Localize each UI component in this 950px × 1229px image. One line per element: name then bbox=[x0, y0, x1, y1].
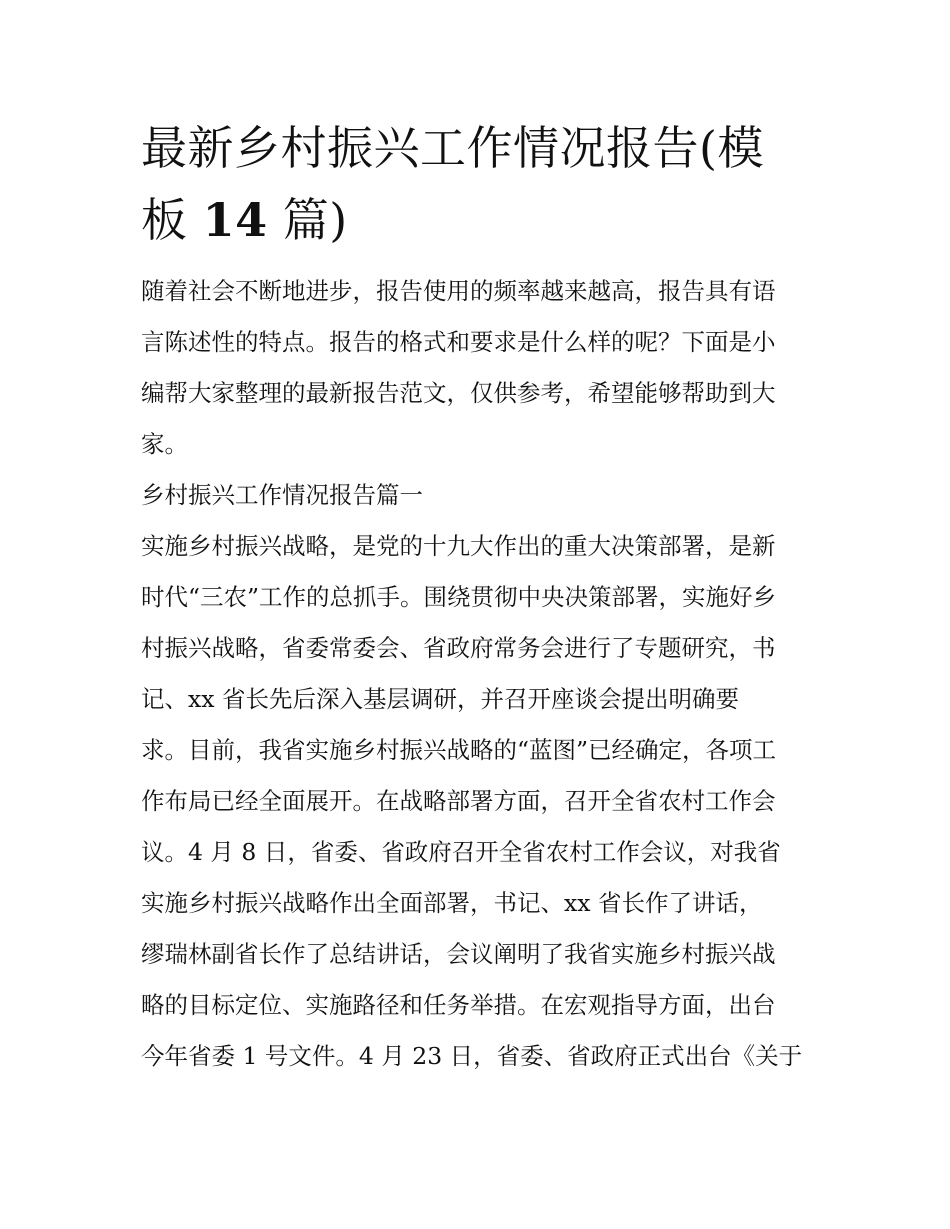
body-line: 议。4 月 8 日，省委、省政府召开全省农村工作会议，对我省 bbox=[141, 838, 781, 866]
body-line: 今年省委 1 号文件。4 月 23 日，省委、省政府正式出台《关于 bbox=[141, 1042, 803, 1070]
intro-paragraph bbox=[141, 266, 813, 470]
intro-line: 随着社会不断地进步，报告使用的频率越来越高，报告具有语 bbox=[141, 277, 776, 305]
body-line: 实施乡村振兴战略，是党的十九大作出的重大决策部署，是新 bbox=[141, 532, 776, 560]
document-content bbox=[141, 112, 813, 1082]
document-title bbox=[141, 112, 813, 256]
title-line-2: 板 14 篇) bbox=[141, 193, 348, 247]
section-heading bbox=[141, 470, 813, 521]
body-paragraph bbox=[141, 521, 813, 1082]
intro-line: 言陈述性的特点。报告的格式和要求是什么样的呢？下面是小 bbox=[141, 328, 776, 356]
section-heading-text: 乡村振兴工作情况报告篇一 bbox=[141, 481, 423, 509]
body-line: 村振兴战略，省委常委会、省政府常务会进行了专题研究，书 bbox=[141, 634, 776, 662]
body-line: 作布局已经全面展开。在战略部署方面，召开全省农村工作会 bbox=[141, 787, 776, 815]
intro-line: 家。 bbox=[141, 430, 188, 458]
body-line: 时代“三农”工作的总抓手。围绕贯彻中央决策部署，实施好乡 bbox=[141, 583, 777, 611]
body-line: 实施乡村振兴战略作出全面部署，书记、xx 省长作了讲话， bbox=[141, 889, 763, 917]
body-line: 略的目标定位、实施路径和任务举措。在宏观指导方面，出台 bbox=[141, 991, 776, 1019]
intro-line: 编帮大家整理的最新报告范文，仅供参考，希望能够帮助到大 bbox=[141, 379, 776, 407]
title-line-1: 最新乡村振兴工作情况报告(模 bbox=[141, 121, 764, 175]
body-line: 求。目前，我省实施乡村振兴战略的“蓝图”已经确定，各项工 bbox=[141, 736, 777, 764]
body-line: 记、xx 省长先后深入基层调研，并召开座谈会提出明确要 bbox=[141, 685, 739, 713]
body-line: 缪瑞林副省长作了总结讲话，会议阐明了我省实施乡村振兴战 bbox=[141, 940, 776, 968]
